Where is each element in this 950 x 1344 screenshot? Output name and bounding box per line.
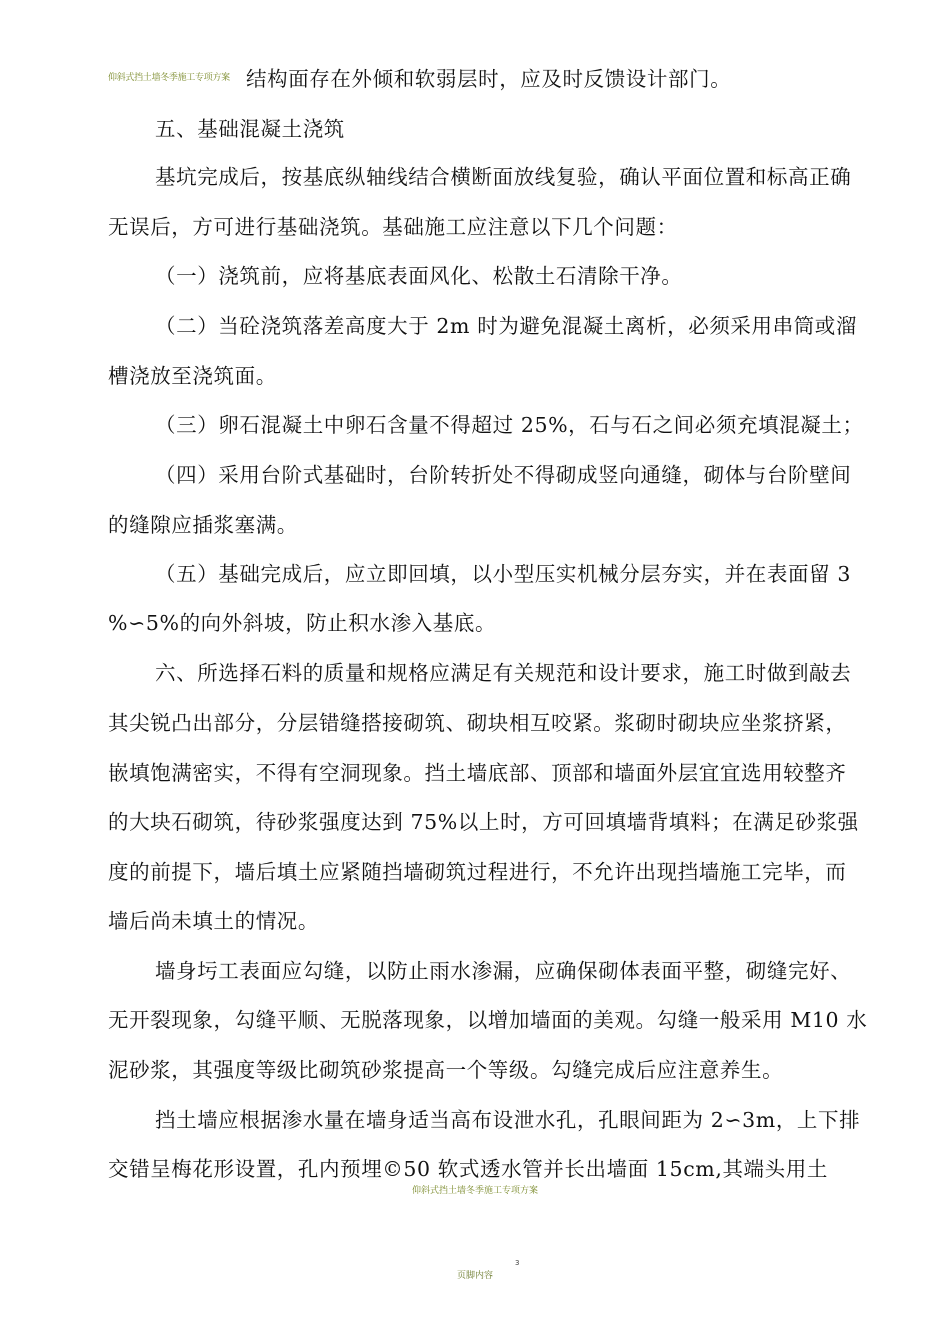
text-line: 其尖锐凸出部分，分层错缝搭接砌筑、砌块相互咬紧。浆砌时砌块应坐浆挤紧， bbox=[108, 711, 847, 735]
text-line: 泥砂浆，其强度等级比砌筑砂浆提高一个等级。勾缝完成后应注意养生。 bbox=[108, 1058, 784, 1082]
text-line: （一）浇筑前，应将基底表面风化、松散土石清除干净。 bbox=[155, 264, 683, 288]
footer-watermark: 仰斜式挡土墙冬季施工专项方案 bbox=[411, 1186, 538, 1196]
text-line: 结构面存在外倾和软弱层时，应及时反馈设计部门。 bbox=[246, 67, 732, 91]
text-line: 的大块石砌筑，待砂浆强度达到 75%以上时，方可回填墙背填料；在满足砂浆强 bbox=[108, 810, 859, 834]
section-heading: 五、基础混凝土浇筑 bbox=[155, 117, 345, 141]
section-heading: 六、所选择石料的质量和规格应满足有关规范和设计要求，施工时做到敲去 bbox=[155, 661, 852, 685]
text-line: （四）采用台阶式基础时，台阶转折处不得砌成竖向通缝，砌体与台阶壁间 bbox=[155, 463, 852, 487]
text-line: 基坑完成后，按基底纵轴线结合横断面放线复验，确认平面位置和标高正确 bbox=[155, 165, 852, 189]
text-line: 的缝隙应插浆塞满。 bbox=[108, 513, 298, 537]
text-line: 交错呈梅花形设置，孔内预埋©50 软式透水管并长出墙面 15cm,其端头用土 bbox=[108, 1157, 828, 1181]
text-line: 度的前提下，墙后填土应紧随挡墙砌筑过程进行，不允许出现挡墙施工完毕，而 bbox=[108, 860, 847, 884]
text-line: 嵌填饱满密实，不得有空洞现象。挡土墙底部、顶部和墙面外层宜宜选用较整齐 bbox=[108, 761, 847, 785]
text-line: （二）当砼浇筑落差高度大于 2m 时为避免混凝土离析，必须采用串筒或溜 bbox=[155, 314, 858, 338]
page-number: 3 bbox=[515, 1259, 520, 1267]
text-line: 墙后尚未填土的情况。 bbox=[108, 909, 319, 933]
text-line: 挡土墙应根据渗水量在墙身适当高布设泄水孔，孔眼间距为 2∽3m，上下排 bbox=[155, 1108, 861, 1132]
text-line: 墙身圬工表面应勾缝，以防止雨水渗漏，应确保砌体表面平整，砌缝完好、 bbox=[155, 959, 852, 983]
header-watermark: 仰斜式挡土墙冬季施工专项方案 bbox=[108, 73, 230, 83]
text-line: （三）卵石混凝土中卵石含量不得超过 25%，石与石之间必须充填混凝土； bbox=[155, 413, 864, 437]
text-line: 无误后，方可进行基础浇筑。基础施工应注意以下几个问题： bbox=[108, 215, 678, 239]
footer-label: 页脚内容 bbox=[456, 1271, 493, 1281]
text-line: %∽5%的向外斜坡，防止积水渗入基底。 bbox=[108, 611, 497, 635]
text-line: 槽浇放至浇筑面。 bbox=[108, 364, 277, 388]
text-line: （五）基础完成后，应立即回填，以小型压实机械分层夯实，并在表面留 3 bbox=[155, 562, 851, 586]
text-line: 无开裂现象，勾缝平顺、无脱落现象，以增加墙面的美观。勾缝一般采用 M10 水 bbox=[108, 1008, 868, 1032]
